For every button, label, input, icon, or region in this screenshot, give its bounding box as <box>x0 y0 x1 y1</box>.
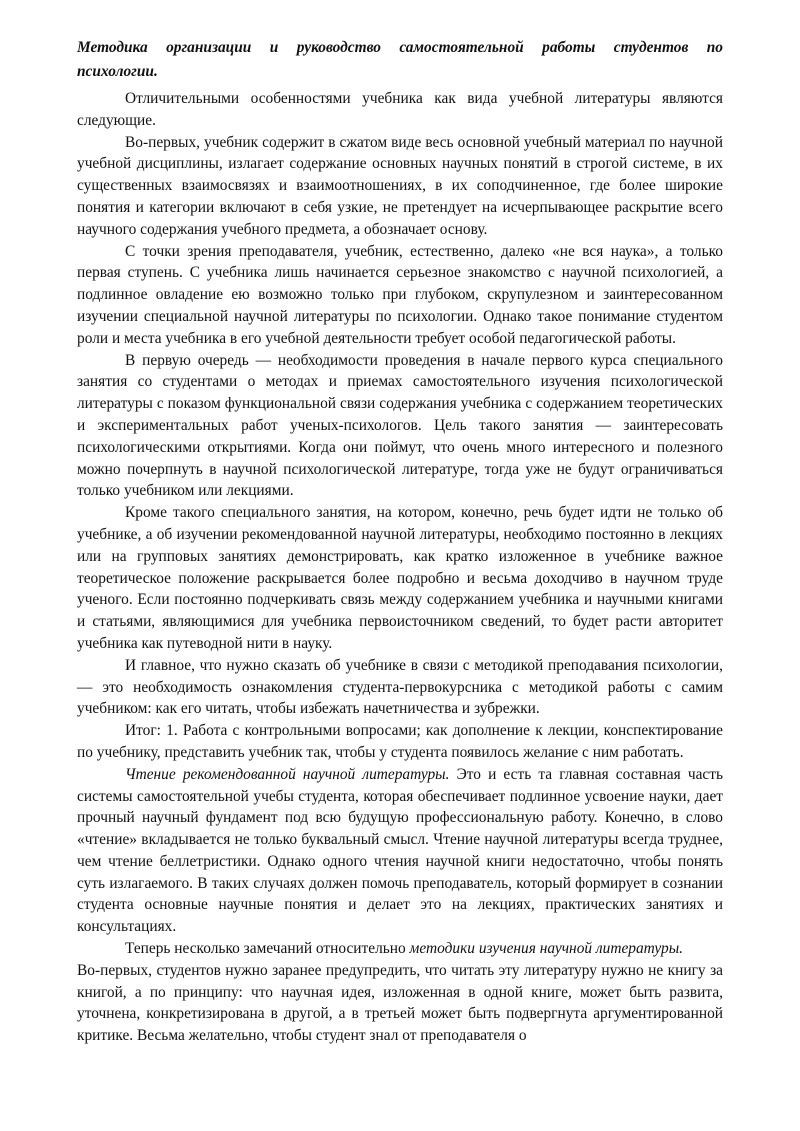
paragraph-3: С точки зрения преподавателя, учебник, естественно, далеко «не вся наука», а только первая ступень. С учебника лишь начинается серьезное знакомство с научной психологией, а подлинное овладение ею возможно только при глубоком, скрупулезном и заинтересованном изучении специальной научной литературы по психологии. Однако такое понимание студентом роли и места учебника в его учебной деятельности требует особой педагогической работы. <box>77 242 723 347</box>
paragraph-9-italic: методики изучения научной литературы. <box>409 940 684 958</box>
paragraph-10: Во-первых, студентов нужно заранее предупредить, что читать эту литературу нужно не книгу за книгой, а по принципу: что научная идея, изложенная в одной книге, может быть развита, уточнена, конкретизирована в другой, а в третьей может быть подвергнута аргументированной критике. Весьма желательно, чтобы студент знал от преподавателя о <box>77 961 723 1045</box>
paragraph-8 <box>77 764 723 938</box>
document-page <box>77 36 723 1047</box>
paragraph-9-text: Теперь несколько замечаний относительно <box>125 940 410 958</box>
paragraph-4: В первую очередь — необходимости проведения в начале первого курса специального занятия со студентами о методах и приемах самостоятельного изучения психологической литературы с показом функциональной связи содержания учебника с содержанием теоретических и экспериментальных работ ученых-психологов. Цель такого занятия — заинтересовать психологическими открытиями. Когда они поймут, что очень много интересного и полезного можно почерпнуть в научной психологической литературе, тогда уже не будут ограничиваться только учебником или лекциями. <box>77 351 723 500</box>
paragraph-7: Итог: 1. Работа с контрольными вопросами; как дополнение к лекции, конспектирование по учебнику, представить учебник так, чтобы у студента появилось желание с ним работать. <box>77 722 723 761</box>
paragraph-2: Во-первых, учебник содержит в сжатом виде весь основной учебный материал по научной учебной дисциплины, излагает содержание основных научных понятий в строгой системе, в их существенных взаимосвязях и взаимоотношениях, в их соподчиненное, где более широкие понятия и категории включают в себя узкие, не претендует на исчерпывающее раскрытие всего научного содержания учебного предмета, а обозначает основу. <box>77 133 723 238</box>
paragraph-1: Отличительными особенностями учебника как вида учебной литературы являются следующие. <box>77 90 723 129</box>
paragraph-8-text: Это и есть та главная составная часть системы самостоятельной учебы студента, которая обеспечивает подлинное усвоение науки, дает прочный научный фундамент под всю будущую профессиональную работу. Конечно, в слово «чтение» вкладывается не только буквальный смысл. Чтение научной литературы всегда труднее, чем чтение беллетристики. Однако одного чтения научной книги недостаточно, чтобы понять суть излагаемого. В таких случаях должен помочь преподаватель, который формирует в сознании студента основные научные понятия и делает это на лекциях, практических занятиях и консультациях. <box>77 765 723 936</box>
paragraph-5: Кроме такого специального занятия, на котором, конечно, речь будет идти не только об учебнике, а об изучении рекомендованной научной литературы, необходимо постоянно в лекциях или на групповых занятиях демонстрировать, как кратко изложенное в учебнике важное теоретическое положение раскрывается более подробно и весьма доходчиво в научном труде ученого. Если постоянно подчеркивать связь между содержанием учебника и научными книгами и статьями, являющимися для учебника первоисточником сведений, то будет расти авторитет учебника как путеводной нити в науку. <box>77 504 723 652</box>
paragraph-8-italic-heading: Чтение рекомендованной научной литературы. <box>125 765 450 783</box>
document-title: Методика организации и руководство самостоятельной работы студентов по психологии. <box>77 39 723 80</box>
paragraph-6: И главное, что нужно сказать об учебнике в связи с методикой преподавания психологии, — это необходимость ознакомления студента-первокурсника с методикой работы с самим учебником: как его читать, чтобы избежать начетничества и зубрежки. <box>77 656 723 718</box>
paragraph-9 <box>77 938 723 960</box>
